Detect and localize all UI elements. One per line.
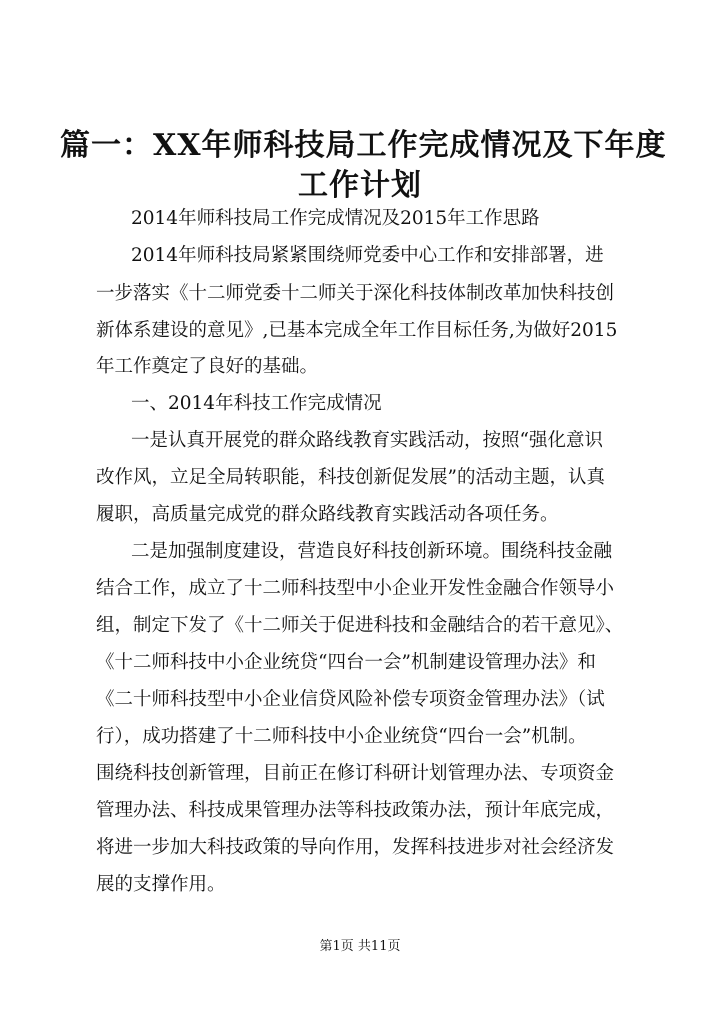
page-number-footer: 第1页 共11页: [319, 939, 401, 954]
paragraph-line: 履职，高质量完成党的群众路线教育实践活动各项任务。: [96, 504, 559, 525]
paragraph-line: 《二十师科技型中小企业信贷风险补偿专项资金管理办法》（试: [96, 689, 605, 710]
paragraph-line: 围绕科技创新管理，目前正在修订科研计划管理办法、专项资金: [96, 763, 615, 784]
section-heading: 一、2014年科技工作完成情况: [131, 393, 382, 414]
paragraph-line: 行），成功搭建了十二师科技中小企业统贷“四台一会”机制。: [96, 726, 587, 747]
paragraph-line: 年工作奠定了良好的基础。: [96, 356, 319, 377]
paragraph-line: 管理办法、科技成果管理办法等科技政策办法，预计年底完成，: [96, 800, 615, 821]
paragraph-line: 展的支撑作用。: [96, 874, 226, 895]
paragraph-line: 二是加强制度建设，营造良好科技创新环境。围绕科技金融: [131, 541, 613, 562]
paragraph-line: 《十二师科技中小企业统贷“四台一会”机制建设管理办法》和: [96, 652, 596, 673]
paragraph-line: 组，制定下发了《十二师关于促进科技和金融结合的若干意见》、: [96, 615, 624, 636]
document-subtitle: 2014年师科技局工作完成情况及2015年工作思路: [131, 208, 540, 229]
paragraph-line: 2014年师科技局紧紧围绕师党委中心工作和安排部署，进: [131, 245, 604, 266]
paragraph-line: 改作风，立足全局转职能，科技创新促发展”的活动主题，认真: [96, 467, 605, 488]
paragraph-line: 新体系建设的意见》,已基本完成全年工作目标任务,为做好2015: [96, 320, 618, 341]
paragraph-line: 一是认真开展党的群众路线教育实践活动，按照“强化意识: [131, 430, 603, 451]
document-title-line-2: 工作计划: [298, 168, 422, 203]
document-title-line-1: 篇一：XX年师科技局工作完成情况及下年度: [60, 128, 667, 163]
paragraph-line: 将进一步加大科技政策的导向作用，发挥科技进步对社会经济发: [96, 837, 615, 858]
paragraph-line: 结合工作，成立了十二师科技型中小企业开发性金融合作领导小: [96, 578, 615, 599]
paragraph-line: 一步落实《十二师党委十二师关于深化科技体制改革加快科技创: [96, 283, 615, 304]
